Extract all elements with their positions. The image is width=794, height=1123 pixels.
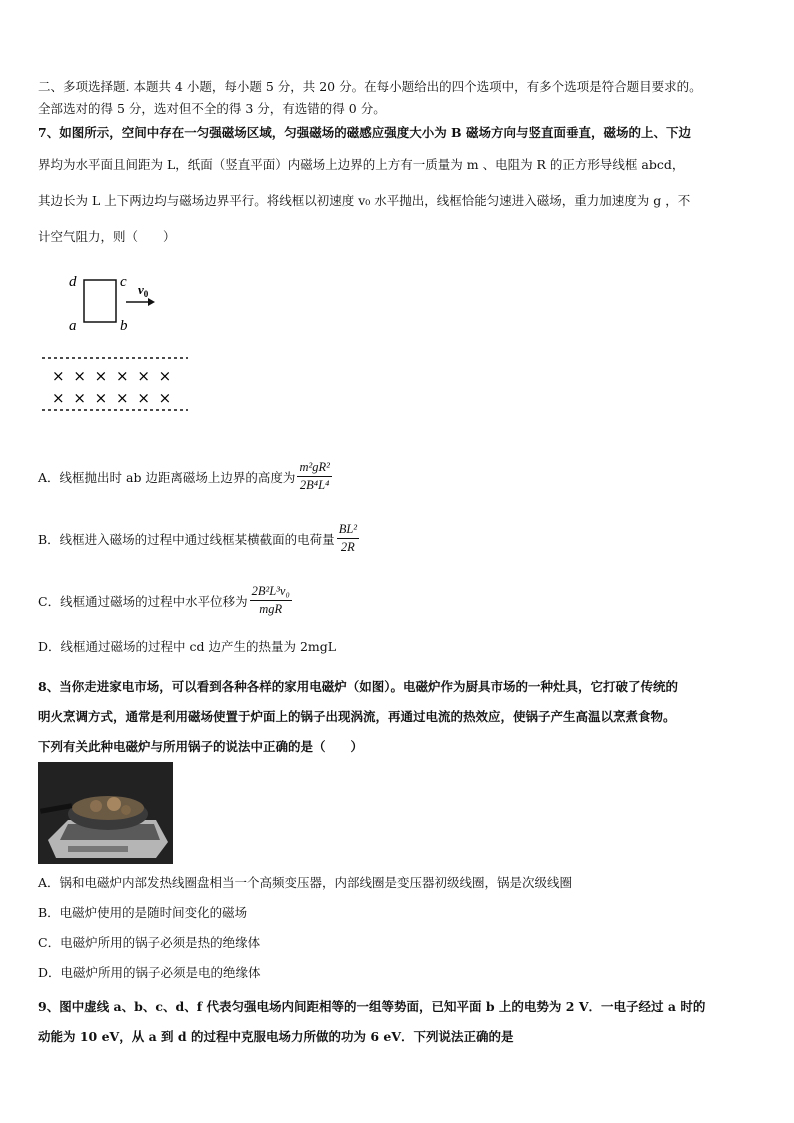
section-header-line1: 二、多项选择题. 本题共 4 小题，每小题 5 分，共 20 分。在每小题给出的四个选项中，有多个选项是符合题目要求的。 (38, 79, 702, 94)
q7-option-b: B．线框进入磁场的过程中通过线框某横截面的电荷量 $\frac{\text{BL²}}{2R}$ (38, 522, 358, 554)
label-a: a (69, 318, 77, 334)
q7-option-a: A．线框抛出时 ab 边距离磁场上边界的高度为 $\frac{\text{m²gR²}}{\text{2B⁴L⁴}}$ (38, 460, 330, 492)
label-d: d (69, 274, 77, 290)
q9-line1: 9、图中虚线 a、b、c、d、f 代表匀强电场内间距相等的一组等势面，已知平面 b 上的电势为 2 V．一电子经过 a 时的 (38, 999, 706, 1014)
food-piece-2 (107, 797, 121, 811)
pan-food (72, 796, 144, 820)
q7-figure-wire-frame (38, 268, 208, 418)
label-c: c (120, 274, 127, 290)
q7-line3: 其边长为 L 上下两边均与磁场边界平行。将线框以初速度 v₀ 水平抛出，线框恰能匀速进入磁场，重力加速度为 g ，不 (38, 193, 691, 208)
section-header-line2: 全部选对的得 5 分，选对但不全的得 3 分，有选错的得 0 分。 (38, 101, 386, 116)
food-piece-1 (90, 800, 102, 812)
q7-line1: 7、如图所示，空间中存在一匀强磁场区域，匀强磁场的磁感应强度大小为 B 磁场方向与竖直面垂直，磁场的上、下边 (38, 125, 691, 140)
q8-option-a: A．锅和电磁炉内部发热线圈盘相当一个高频变压器，内部线圈是变压器初级线圈，锅是次级线圈 (38, 875, 573, 890)
velocity-arrowhead-icon (148, 298, 155, 306)
q7-line4: 计空气阻力，则（ ） (38, 229, 176, 244)
q7-option-d: D．线框通过磁场的过程中 cd 边产生的热量为 2mgL (38, 639, 337, 654)
q8-line2: 明火烹调方式，通常是利用磁场使置于炉面上的锅子出现涡流，再通过电流的热效应，使锅子产生高温以烹煮食物。 (38, 709, 676, 724)
q9-line2: 动能为 10 eV，从 a 到 d 的过程中克服电场力所做的功为 6 eV．下列说法正确的是 (38, 1029, 514, 1044)
field-row-2: × × × × × × (52, 389, 174, 407)
q8-option-d: D．电磁炉所用的锅子必须是电的绝缘体 (38, 965, 261, 980)
q8-line1: 8、当你走进家电市场，可以看到各种各样的家用电磁炉（如图）。电磁炉作为厨具市场的一种灶具，它打破了传统的 (38, 679, 678, 694)
q8-line3: 下列有关此种电磁炉与所用锅子的说法中正确的是（ ） (38, 739, 364, 754)
control-panel (68, 846, 128, 852)
q8-option-c: C．电磁炉所用的锅子必须是热的绝缘体 (38, 935, 261, 950)
q7-line2: 界均为水平面且间距为 L，纸面（竖直平面）内磁场上边界的上方有一质量为 m 、电阻为 R 的正方形导线框 abcd， (38, 157, 685, 172)
q8-option-b: B．电磁炉使用的是随时间变化的磁场 (38, 905, 248, 920)
q7-option-c: C．线框通过磁场的过程中水平位移为 $\frac{\text{2B²L³v₀}}{\text{mgR}}$ (38, 584, 290, 616)
food-piece-3 (121, 805, 131, 815)
induction-cooker-photo (38, 762, 173, 864)
label-b: b (120, 318, 128, 334)
field-row-1: × × × × × × (52, 367, 174, 385)
label-v0: $v_0$ (138, 282, 149, 299)
